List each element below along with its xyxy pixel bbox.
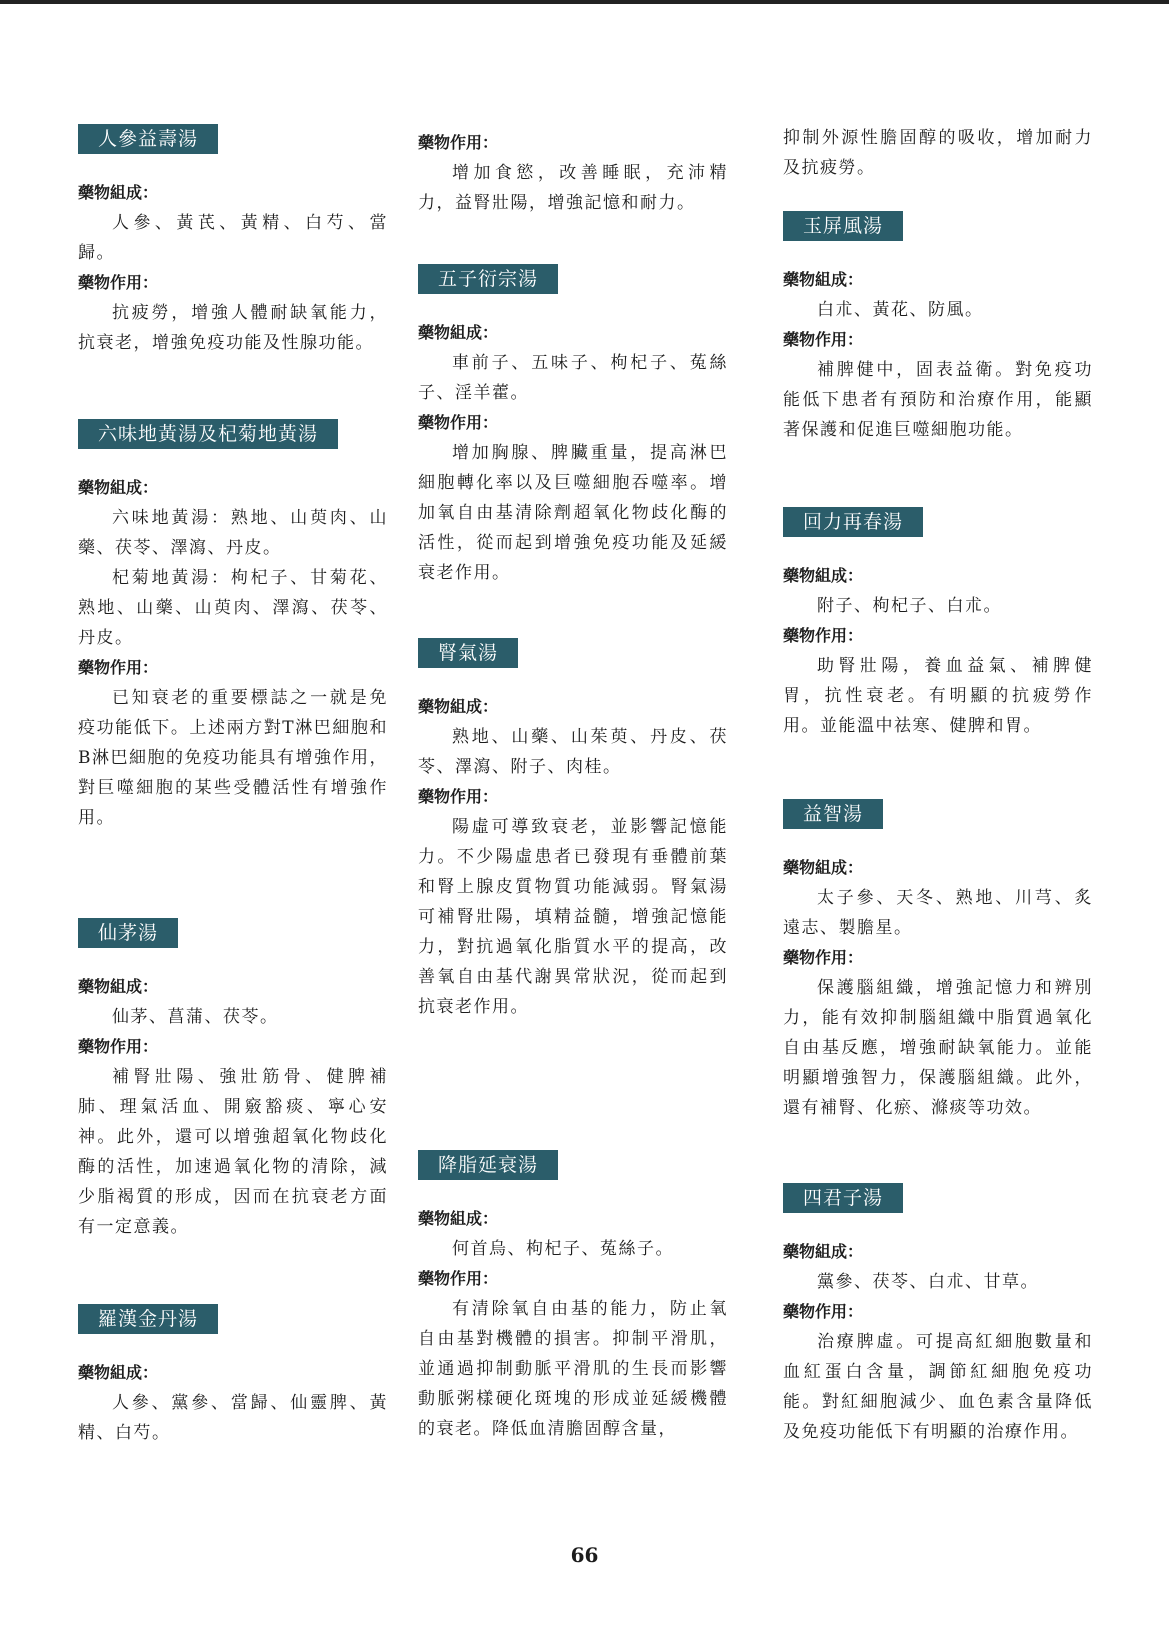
composition-text: 人參、黃芪、黃精、白芍、當歸。: [78, 213, 388, 263]
composition-text: 黨參、茯苓、白朮、甘草。: [817, 1272, 1039, 1292]
action-text: 增加食慾，改善睡眠，充沛精力，益腎壯陽，增強記憶和耐力。: [418, 163, 728, 213]
action-label: 藥物作用：: [783, 626, 864, 645]
composition-label: 藥物組成：: [78, 1363, 159, 1382]
section-yupingfeng: [783, 211, 1093, 445]
composition-text: 白朮、黃花、防風。: [817, 300, 984, 320]
section-title: 降脂延衰湯: [418, 1150, 558, 1180]
action-text: 助腎壯陽，養血益氣、補脾健胃，抗性衰老。有明顯的抗疲勞作用。並能溫中祛寒、健脾和胃。: [783, 656, 1093, 736]
action-label: 藥物作用：: [418, 1269, 499, 1288]
action-text: 治療脾虛。可提高紅細胞數量和血紅蛋白含量，調節紅細胞免疫功能。對紅細胞減少、血色素含量降低及免疫功能低下有明顯的治療作用。: [783, 1332, 1093, 1442]
section-huili-zaichun: [783, 507, 1093, 741]
action-label: 藥物作用：: [783, 330, 864, 349]
action-label: 藥物作用：: [418, 787, 499, 806]
action-label: 藥物作用：: [418, 133, 499, 152]
section-jiangzhi-yanshuai: [418, 1150, 728, 1444]
section-yizhi: [783, 799, 1093, 1123]
composition-text: 杞菊地黃湯：枸杞子、甘菊花、熟地、山藥、山萸肉、澤瀉、茯苓、丹皮。: [78, 568, 388, 648]
composition-text: 熟地、山藥、山茱萸、丹皮、茯苓、澤瀉、附子、肉桂。: [418, 727, 728, 777]
composition-text: 太子參、天冬、熟地、川芎、炙遠志、製膽星。: [783, 888, 1093, 938]
section-shenqi: [418, 638, 728, 1022]
composition-label: 藥物組成：: [783, 270, 864, 289]
action-label: 藥物作用：: [78, 273, 159, 292]
composition-text: 附子、枸杞子、白朮。: [817, 596, 1002, 616]
composition-label: 藥物組成：: [78, 977, 159, 996]
action-text: 補腎壯陽、強壯筋骨、健脾補肺、理氣活血、開竅豁痰、寧心安神。此外，還可以增強超氧化物歧化酶的活性，加速過氧化物的清除，減少脂褐質的形成，因而在抗衰老方面有一定意義。: [78, 1067, 388, 1237]
composition-label: 藥物組成：: [418, 697, 499, 716]
composition-label: 藥物組成：: [783, 1242, 864, 1261]
section-continued: [783, 123, 1093, 183]
section-title: 仙茅湯: [78, 918, 178, 948]
section-sijunzi: [783, 1183, 1093, 1447]
section-title: 四君子湯: [783, 1183, 903, 1213]
composition-label: 藥物組成：: [78, 478, 159, 497]
section-title: 回力再春湯: [783, 507, 923, 537]
section-title: 腎氣湯: [418, 638, 518, 668]
action-label: 藥物作用：: [783, 948, 864, 967]
action-text: 抑制外源性膽固醇的吸收，增加耐力及抗疲勞。: [783, 128, 1093, 178]
section-liuwei-qiju: [78, 419, 388, 833]
action-label: 藥物作用：: [78, 1037, 159, 1056]
composition-text: 車前子、五味子、枸杞子、菟絲子、淫羊藿。: [418, 353, 728, 403]
action-text: 有清除氧自由基的能力，防止氧自由基對機體的損害。抑制平滑肌，並通過抑制動脈平滑肌的生長而影響動脈粥樣硬化斑塊的形成並延緩機體的衰老。降低血清膽固醇含量，: [418, 1299, 728, 1439]
action-text: 補脾健中，固表益衛。對免疫功能低下患者有預防和治療作用，能顯著保護和促進巨噬細胞功能。: [783, 360, 1093, 440]
action-text: 已知衰老的重要標誌之一就是免疫功能低下。上述兩方對T淋巴細胞和B淋巴細胞的免疫功能具有增強作用，對巨噬細胞的某些受體活性有增強作用。: [78, 688, 388, 828]
section-luohan-jindan: [78, 1304, 388, 1448]
section-continued: [418, 128, 728, 218]
action-text: 抗疲勞，增強人體耐缺氧能力，抗衰老，增強免疫功能及性腺功能。: [78, 303, 388, 353]
top-border-line: [0, 0, 1169, 4]
action-label: 藥物作用：: [418, 413, 499, 432]
page-number: 66: [570, 1543, 599, 1567]
section-title: 益智湯: [783, 799, 883, 829]
action-text: 陽虛可導致衰老，並影響記憶能力。不少陽虛患者已發現有垂體前葉和腎上腺皮質物質功能減弱。腎氣湯可補腎壯陽，填精益髓，增強記憶能力，對抗過氧化脂質水平的提高，改善氧自由基代謝異常狀況，從而起到抗衰老作用。: [418, 817, 728, 1017]
composition-label: 藥物組成：: [783, 566, 864, 585]
section-title: 五子衍宗湯: [418, 264, 558, 294]
section-title: 六味地黃湯及杞菊地黃湯: [78, 419, 338, 449]
section-renshen-yishou: [78, 124, 388, 358]
composition-label: 藥物組成：: [418, 1209, 499, 1228]
section-title: 人參益壽湯: [78, 124, 218, 154]
action-label: 藥物作用：: [783, 1302, 864, 1321]
section-title: 玉屏風湯: [783, 211, 903, 241]
action-text: 保護腦組織，增強記憶力和辨別力，能有效抑制腦組織中脂質過氧化自由基反應，增強耐缺氧能力。並能明顯增強智力，保護腦組織。此外，還有補腎、化瘀、滌痰等功效。: [783, 978, 1093, 1118]
action-label: 藥物作用：: [78, 658, 159, 677]
composition-label: 藥物組成：: [78, 183, 159, 202]
composition-text: 六味地黃湯：熟地、山萸肉、山藥、茯苓、澤瀉、丹皮。: [78, 508, 388, 558]
composition-label: 藥物組成：: [418, 323, 499, 342]
composition-text: 何首烏、枸杞子、菟絲子。: [452, 1239, 674, 1259]
composition-text: 仙茅、菖蒲、茯苓。: [112, 1007, 279, 1027]
section-wuzi-yanzong: [418, 264, 728, 588]
composition-label: 藥物組成：: [783, 858, 864, 877]
section-xianmao: [78, 918, 388, 1242]
composition-text: 人參、黨參、當歸、仙靈脾、黃精、白芍。: [78, 1393, 388, 1443]
section-title: 羅漢金丹湯: [78, 1304, 218, 1334]
action-text: 增加胸腺、脾臟重量，提高淋巴細胞轉化率以及巨噬細胞吞噬率。增加氧自由基清除劑超氧化物歧化酶的活性，從而起到增強免疫功能及延緩衰老作用。: [418, 443, 728, 583]
